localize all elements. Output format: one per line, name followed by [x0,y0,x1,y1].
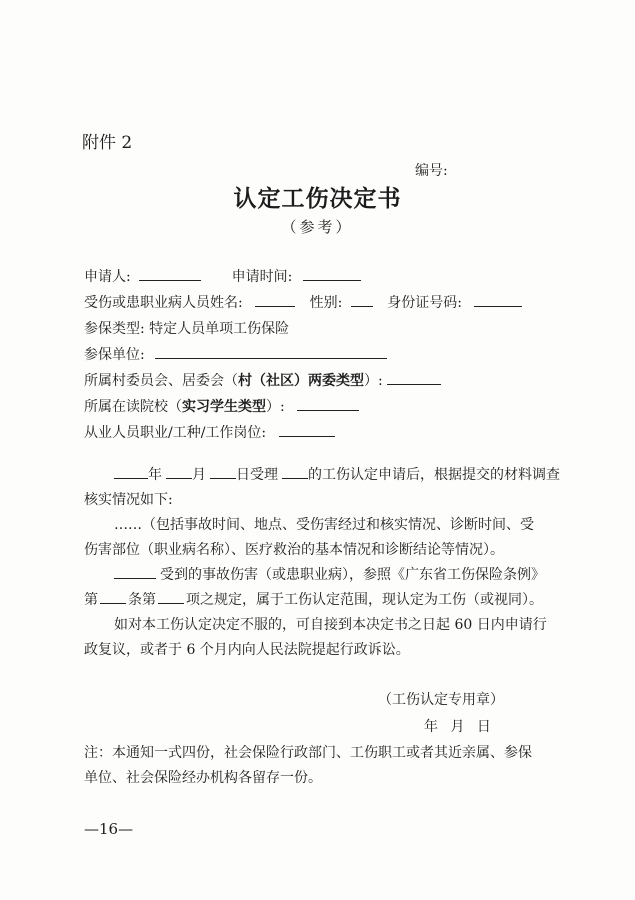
id-number-blank[interactable] [474,293,522,307]
school-label-pre: 所属在读院校（ [84,399,182,415]
paragraph-3-line-2 [84,589,543,609]
village-label-bold: 村（社区）两委类型 [238,373,364,389]
insurance-type-row: 参保类型: 特定人员单项工伤保险 [84,321,290,337]
paragraph-3-rest: 项之规定，属于工伤认定范围，现认定为工伤（或视同）。 [186,592,543,608]
official-stamp-label: （工伤认定专用章） [378,692,504,708]
gender-blank[interactable] [351,293,373,307]
paragraph-2-line-1: ……（包括事故时间、地点、受伤害经过和核实情况、诊断时间、受 [114,517,534,533]
id-number-label: 身份证号码: [387,295,462,311]
paragraph-1-rest: 的工伤认定申请后，根据提交的材料调查 [308,467,560,483]
paragraph-4-line-2: 政复议，或者于 6 个月内向人民法院提起行政诉讼。 [84,642,410,658]
school-row [84,396,359,416]
day-blank[interactable] [210,465,236,479]
school-label-bold: 实习学生类型 [182,399,266,415]
gender-label: 性别: [309,295,343,311]
applicant-name-blank[interactable] [282,465,308,479]
paragraph-1-line-2: 核实情况如下: [84,492,173,508]
village-row [84,370,441,390]
year-blank[interactable] [114,465,148,479]
article-blank[interactable] [100,590,126,604]
village-label-post: ）: [364,373,383,389]
injured-person-row [84,292,522,312]
date-label: 年 月 日 [424,719,491,735]
applicant-label: 申请人: [84,269,131,285]
clause-blank[interactable] [158,590,184,604]
insured-unit-blank[interactable] [155,345,387,359]
year-label: 年 [148,467,162,483]
article-prefix: 第 [84,592,98,608]
month-label: 月 [192,467,206,483]
paragraph-2-line-2: 伤害部位（职业病名称）、医疗救治的基本情况和诊断结论等情况）。 [84,542,504,558]
paragraph-3-line-1 [114,564,545,584]
job-blank[interactable] [279,423,335,437]
job-row [84,422,335,442]
applicant-blank[interactable] [139,267,201,281]
insured-unit-row [84,344,387,364]
page-number: —16— [84,820,134,838]
village-blank[interactable] [387,371,441,385]
applicant-row [84,266,361,286]
village-label-pre: 所属村委员会、居委会（ [84,373,238,389]
month-blank[interactable] [166,465,192,479]
document-title: 认定工伤决定书 [233,185,402,212]
received-label: 日受理 [236,467,278,483]
insured-unit-label: 参保单位: [84,347,145,363]
note-line-2: 单位、社会保险经办机构各留存一份。 [84,770,322,786]
apply-time-blank[interactable] [303,267,361,281]
job-label: 从业人员职业/工种/工作岗位: [84,425,267,441]
injured-person-blank[interactable] [114,565,156,579]
school-label-post: ）: [266,399,285,415]
injured-name-blank[interactable] [255,293,295,307]
note-line-1: 注：本通知一式四份，社会保险行政部门、工伤职工或者其近亲属、参保 [84,745,532,761]
school-blank[interactable] [297,397,359,411]
serial-number-label: 编号: [415,163,448,179]
paragraph-4-line-1: 如对本工伤认定决定不服的，可自接到本决定书之日起 60 日内申请行 [114,617,547,633]
injured-name-label: 受伤或患职业病人员姓名: [84,295,243,311]
paragraph-1-line-1 [114,464,560,484]
document-subtitle: （参考） [281,218,354,236]
paragraph-3-text: 受到的事故伤害（或患职业病），参照《广东省工伤保险条例》 [160,567,545,583]
clause-prefix: 条第 [128,592,156,608]
attachment-label: 附件 2 [82,133,133,153]
apply-time-label: 申请时间: [231,269,293,285]
